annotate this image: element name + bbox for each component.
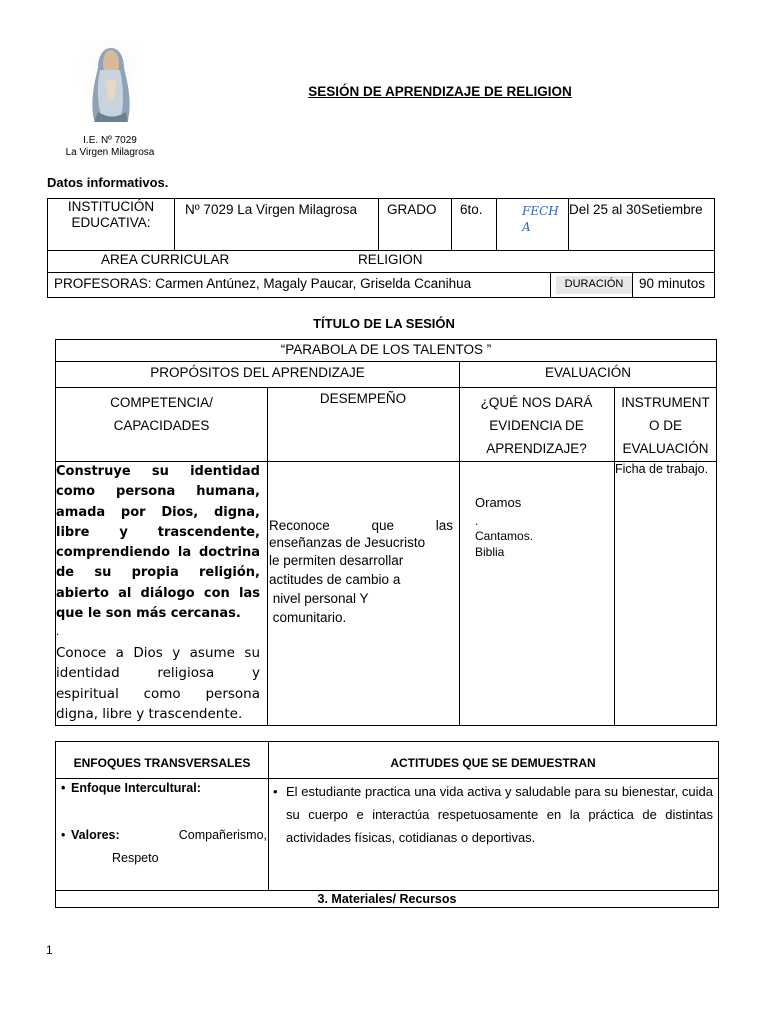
grado-value: 6to. [460,202,483,217]
actitudes-header: ACTITUDES QUE SE DEMUESTRAN [390,756,596,770]
institucion-label-l1: INSTITUCIÓN [67,199,155,214]
propositos-header: PROPÓSITOS DEL APRENDIZAJE [150,365,365,380]
area-label: AREA CURRICULAR [101,252,230,267]
document-title [240,84,640,99]
actitud-text: El estudiante practica una vida activa y saludable para su bienestar, cuida su cuerpo e interactúa respetuosamente en la práctica de distintas actividades físicas, cotidianas o deportivas. [286,784,713,845]
fecha-label [522,203,559,235]
evidencia-header-l2: EVIDENCIA DE [489,418,584,433]
instrumento-header-l2: O DE [648,418,682,433]
enfoque-intercultural [61,780,201,796]
info-table [47,198,715,298]
institucion-value: Nº 7029 La Virgen Milagrosa [185,202,358,217]
bullet-icon: • [61,781,66,795]
competencia-header-l1: COMPETENCIA/ [110,395,213,410]
desempeno-l3: actitudes de cambio a [269,572,401,587]
desempeno-l2: le permiten desarrollar [269,553,404,568]
desempeno-l5: comunitario. [269,610,347,625]
institucion-label [48,199,174,231]
session-table [55,339,717,726]
institution-line1: I.E. Nº 7029 [83,135,137,146]
evidencia-item-cantamos: Cantamos. [475,529,534,543]
actitud-bullet: • [273,784,278,799]
document-title-text: SESIÓN DE APRENDIZAJE DE RELIGION [308,84,572,99]
competencia-dot: . [56,624,60,638]
duracion-value: 90 minutos [639,276,706,291]
competencia-text: Construye su identidad como persona humana, amada por Dios, digna, libre y trascendente, comprendiendo la doctrina de su propia religión, abierto al diálogo con las que le son más cercanas. [56,464,260,622]
area-value: RELIGION [358,252,423,267]
desempeno-header: DESEMPEÑO [319,391,407,406]
instrumento-header-l3: EVALUACIÓN [622,441,709,456]
enfoques-table [55,741,719,908]
fecha-value: Del 25 al 30Setiembre [569,202,703,217]
instrumento-header-l1: INSTRUMENT [621,395,710,410]
institucion-label-l2: EDUCATIVA: [71,215,151,230]
session-title-value: “PARABOLA DE LOS TALENTOS ” [280,342,492,357]
profesoras: PROFESORAS: Carmen Antúnez, Magaly Paucar, Griselda Ccanihua [54,276,472,291]
enfoques-header: ENFOQUES TRANSVERSALES [73,756,251,770]
capacidad-text: Conoce a Dios y asume su identidad religiosa y espiritual como persona digna, libre y trascendente. [56,645,260,722]
desempeno-text1: Reconoce que las enseñanzas de Jesucristo [269,518,453,550]
valores-value2: Respeto [112,851,159,865]
valores-value: Compañerismo, [178,828,267,842]
valores-label: Valores: [71,828,120,842]
materiales-row: 3. Materiales/ Recursos [317,892,457,906]
evidencia-header [459,391,614,460]
competencia-header [56,391,267,437]
evidencia-item-oramos: Oramos [475,495,522,510]
duracion-label: DURACIÓN [556,276,632,294]
valores-item [61,827,267,843]
virgin-mary-logo [78,40,144,126]
evidencia-header-l3: APRENDIZAJE? [486,441,587,456]
evidencia-item-biblia: Biblia [475,545,505,559]
grado-label: GRADO [387,202,437,217]
institution-line2: La Virgen Milagrosa [65,147,155,158]
desempeno-text-rest [269,551,403,627]
section-label: Datos informativos. [47,175,169,190]
enfoque-intercultural-text: Enfoque Intercultural: [71,781,201,795]
bullet-icon: • [61,828,66,842]
page-number: 1 [46,943,53,957]
evidencia-header-l1: ¿QUÉ NOS DARÁ [480,395,593,410]
fecha-label-l1: FECH [522,204,559,218]
evaluacion-header: EVALUACIÓN [544,365,632,380]
desempeno-l4: nivel personal Y [269,591,369,606]
instrumento-text: Ficha de trabajo. [615,462,709,476]
competencia-header-l2: CAPACIDADES [113,418,210,433]
fecha-label-l2: A [522,220,531,234]
session-title-label: TÍTULO DE LA SESIÓN [313,316,455,331]
evidencia-dot: . [475,514,479,528]
instrumento-header [614,391,717,460]
